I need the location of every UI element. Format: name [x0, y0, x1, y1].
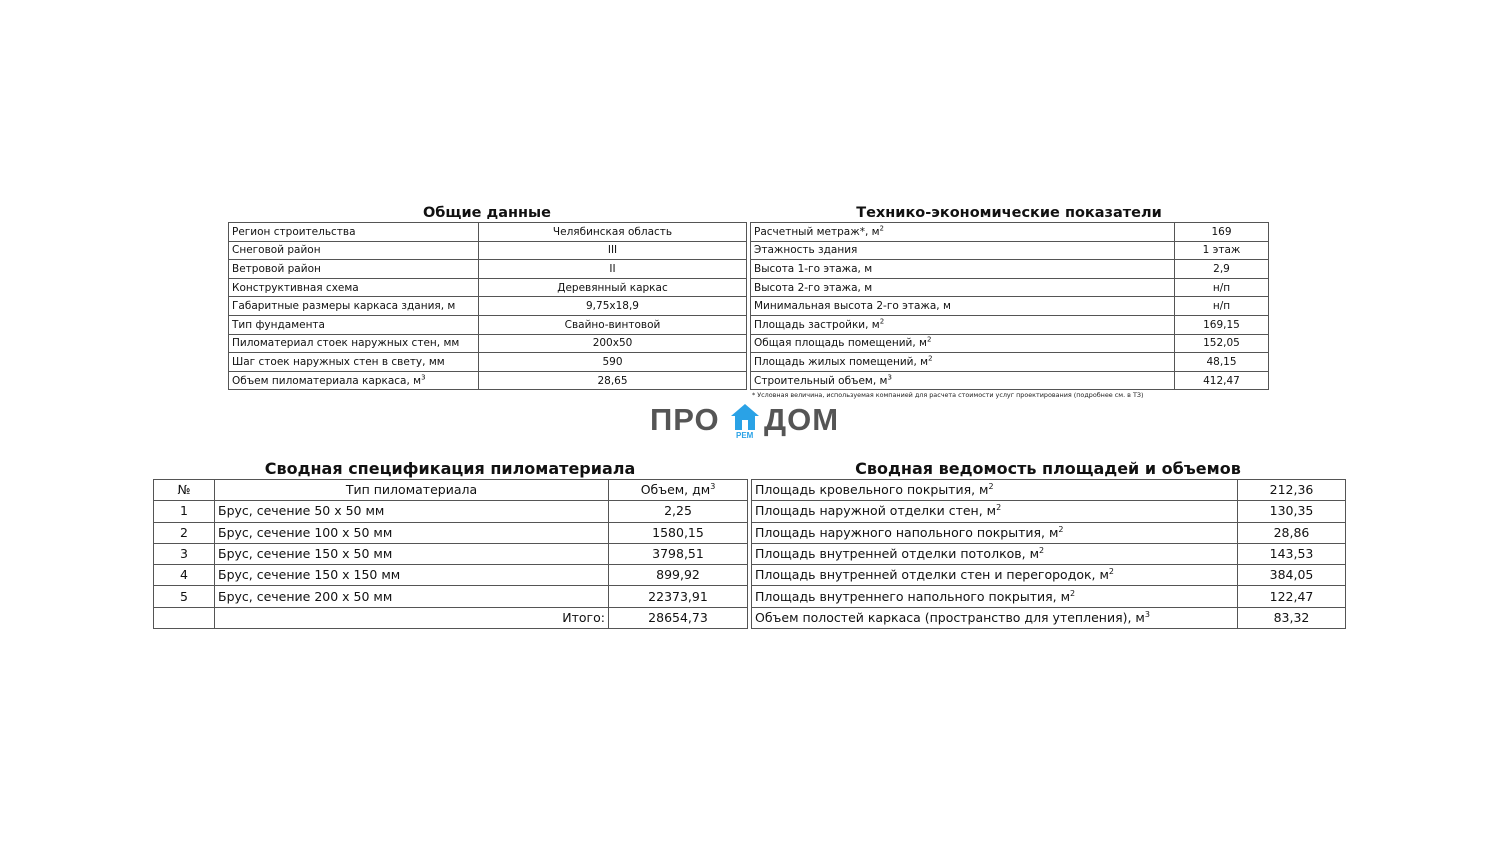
areas-row [752, 543, 1346, 564]
general-data-label: Габаритные размеры каркаса здания, м [229, 297, 479, 316]
lumber-spec-table [153, 479, 748, 629]
spec-num: 1 [154, 501, 215, 522]
tech-economic-value: 169,15 [1175, 315, 1269, 334]
general-data-value: 200х50 [479, 334, 747, 353]
general-data-row [229, 353, 747, 372]
spec-row [154, 565, 748, 586]
areas-row [752, 501, 1346, 522]
tech-economic-label: Расчетный метраж*, $м^2$ [751, 223, 1175, 242]
general-data-row [229, 371, 747, 390]
spec-header-num: № [154, 480, 215, 501]
general-data-value: 28,65 [479, 371, 747, 390]
tech-economic-label: Минимальная высота 2-го этажа, м [751, 297, 1175, 316]
tech-economic-table [750, 222, 1269, 390]
spec-num: 4 [154, 565, 215, 586]
tech-economic-row [751, 334, 1269, 353]
spec-type: Брус, сечение 150 х 150 мм [215, 565, 609, 586]
tech-economic-label: Высота 1-го этажа, м [751, 260, 1175, 279]
areas-label: Площадь внутреннего напольного покрытия, $м^2$ [752, 586, 1238, 607]
lumber-spec-title: Сводная спецификация пиломатериала [264, 459, 636, 478]
tech-economic-row [751, 315, 1269, 334]
areas-title: Сводная ведомость площадей и объемов [855, 459, 1241, 478]
general-data-label: Пиломатериал стоек наружных стен, мм [229, 334, 479, 353]
tech-economic-row [751, 223, 1269, 242]
spec-row [154, 586, 748, 607]
general-data-row [229, 297, 747, 316]
general-data-value: Деревянный каркас [479, 278, 747, 297]
spec-total-empty [154, 607, 215, 628]
spec-row [154, 543, 748, 564]
areas-row [752, 586, 1346, 607]
spec-volume: 22373,91 [609, 586, 748, 607]
general-data-table [228, 222, 747, 390]
general-data-label: Объем пиломатериала каркаса, $м^3$ [229, 371, 479, 390]
spec-type: Брус, сечение 200 х 50 мм [215, 586, 609, 607]
areas-label: Площадь кровельного покрытия, $м^2$ [752, 480, 1238, 501]
tech-economic-row [751, 371, 1269, 390]
tech-economic-row [751, 353, 1269, 372]
areas-value: 212,36 [1238, 480, 1346, 501]
general-data-label: Конструктивная схема [229, 278, 479, 297]
logo-text-right: ДОМ [764, 402, 840, 437]
spec-volume: 899,92 [609, 565, 748, 586]
spec-row [154, 522, 748, 543]
tech-economic-value: 152,05 [1175, 334, 1269, 353]
general-data-value: III [479, 241, 747, 260]
general-data-value: 9,75х18,9 [479, 297, 747, 316]
logo-subtext: РЕМ [736, 431, 754, 440]
areas-value: 28,86 [1238, 522, 1346, 543]
tech-economic-value: 2,9 [1175, 260, 1269, 279]
areas-value: 384,05 [1238, 565, 1346, 586]
spec-volume: 3798,51 [609, 543, 748, 564]
spec-total-row [154, 607, 748, 628]
prodom-logo [650, 400, 850, 444]
tech-economic-value: 48,15 [1175, 353, 1269, 372]
tech-economic-value: 1 этаж [1175, 241, 1269, 260]
areas-row [752, 607, 1346, 628]
areas-row [752, 522, 1346, 543]
spec-num: 5 [154, 586, 215, 607]
lumber-spec-section [153, 459, 747, 629]
areas-label: Площадь наружной отделки стен, $м^2$ [752, 501, 1238, 522]
spec-header-row [154, 480, 748, 501]
tech-economic-label: Площадь застройки, $м^2$ [751, 315, 1175, 334]
general-data-label: Шаг стоек наружных стен в свету, мм [229, 353, 479, 372]
general-data-value: II [479, 260, 747, 279]
tech-footnote: * Условная величина, используемая компанией для расчета стоимости услуг проектирования (подробнее см. в ТЗ) [752, 391, 1144, 399]
tech-economic-label: Этажность здания [751, 241, 1175, 260]
areas-label: Площадь внутренней отделки стен и перегородок, $м^2$ [752, 565, 1238, 586]
general-data-title: Общие данные [422, 205, 551, 221]
areas-table [751, 479, 1346, 629]
tech-economic-label: Площадь жилых помещений, $м^2$ [751, 353, 1175, 372]
tech-economic-row [751, 297, 1269, 316]
areas-label: Площадь наружного напольного покрытия, $м^2$ [752, 522, 1238, 543]
spec-type: Брус, сечение 150 х 50 мм [215, 543, 609, 564]
logo-text-left: ПРО [650, 402, 720, 437]
spec-num: 3 [154, 543, 215, 564]
spec-volume: 2,25 [609, 501, 748, 522]
spec-total-label: Итого: [215, 607, 609, 628]
general-data-label: Регион строительства [229, 223, 479, 242]
areas-row [752, 565, 1346, 586]
tech-economic-label: Строительный объем, $м^3$ [751, 371, 1175, 390]
general-data-label: Тип фундамента [229, 315, 479, 334]
tech-economic-value: 169 [1175, 223, 1269, 242]
spec-total-value: 28654,73 [609, 607, 748, 628]
areas-value: 122,47 [1238, 586, 1346, 607]
general-data-value: 590 [479, 353, 747, 372]
areas-value: 143,53 [1238, 543, 1346, 564]
general-data-label: Ветровой район [229, 260, 479, 279]
areas-row [752, 480, 1346, 501]
areas-label: Объем полостей каркаса (пространство для утепления), $м^3$ [752, 607, 1238, 628]
general-data-row [229, 260, 747, 279]
tech-economic-row [751, 260, 1269, 279]
areas-label: Площадь внутренней отделки потолков, $м^2$ [752, 543, 1238, 564]
spec-row [154, 501, 748, 522]
general-data-section [228, 204, 746, 390]
general-data-row [229, 223, 747, 242]
general-data-row [229, 334, 747, 353]
spec-volume: 1580,15 [609, 522, 748, 543]
general-data-label: Снеговой район [229, 241, 479, 260]
general-data-row [229, 278, 747, 297]
spec-header-type: Тип пиломатериала [215, 480, 609, 501]
tech-economic-row [751, 241, 1269, 260]
tech-economic-row [751, 278, 1269, 297]
general-data-value: Челябинская область [479, 223, 747, 242]
tech-economic-value: н/п [1175, 278, 1269, 297]
general-data-row [229, 315, 747, 334]
tech-economic-title: Технико-экономические показатели [856, 205, 1162, 221]
tech-economic-label: Общая площадь помещений, $м^2$ [751, 334, 1175, 353]
tech-economic-value: 412,47 [1175, 371, 1269, 390]
general-data-row [229, 241, 747, 260]
tech-economic-section [750, 204, 1268, 390]
spec-type: Брус, сечение 100 х 50 мм [215, 522, 609, 543]
spec-header-volume: Объем, $дм^3$ [609, 480, 748, 501]
areas-value: 83,32 [1238, 607, 1346, 628]
tech-economic-value: н/п [1175, 297, 1269, 316]
general-data-value: Свайно-винтовой [479, 315, 747, 334]
areas-value: 130,35 [1238, 501, 1346, 522]
spec-num: 2 [154, 522, 215, 543]
areas-section [751, 459, 1345, 629]
spec-type: Брус, сечение 50 х 50 мм [215, 501, 609, 522]
tech-economic-label: Высота 2-го этажа, м [751, 278, 1175, 297]
